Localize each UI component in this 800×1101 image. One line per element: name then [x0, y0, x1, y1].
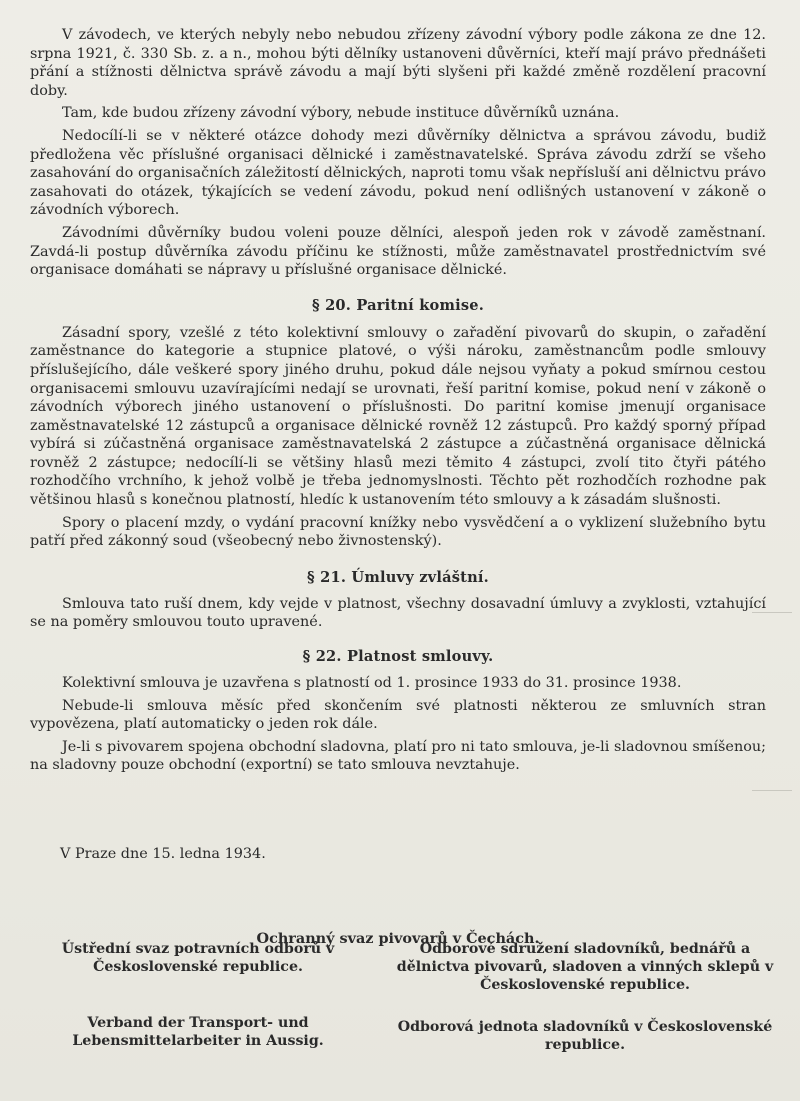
margin-mark	[752, 612, 792, 613]
signatories-grid	[24, 940, 776, 1054]
paragraph: Smlouva tato ruší dnem, kdy vejde v platnost, všechny dosavadní úmluvy a zvyklosti, vztahující se na poměry smlouvou touto upravené.	[30, 595, 766, 631]
paragraph: V závodech, ve kterých nebyly nebo nebudou zřízeny závodní výbory podle zákona ze dne 12. srpna 1921, č. 330 Sb. z. a n., mohou býti dělníky ustanoveni důvěrníci, kteří mají právo přednášeti přání a stížnosti dělnictva správě závodu a mají býti slyšeni při každé změně rozdělení pracovní doby.	[30, 27, 766, 99]
section-heading-21: § 21. Úmluvy zvláštní.	[307, 568, 489, 586]
signatory-left-bottom: Verband der Transport- und Lebensmittelarbeiter in Aussig.	[72, 1015, 324, 1049]
paragraph: Zásadní spory, vzešlé z této kolektivní smlouvy o zařadění pivovarů do skupin, o zařadění zaměstnance do kategorie a stupnice platové, o výši nároku, zaměstnancům podle smlouvy příslušejícího, dále veškeré spory jiného druhu, pokud dále nejsou vyňaty a pokud smírnou cestou organisacemi smlouvu uzavírajícími nedají se urovnati, řeší paritní komise, pokud není v zákoně o závodních výborech jiného ustanovení o příslušnosti. Do paritní komise jmenují organisace zaměstnavatelské 12 zástupců a organisace dělnické rovněž 12 zástupců. Pro každý sporný případ vybírá si zúčastněná organisace zaměstnavatelská 2 zástupce a zúčastněná organisace dělnická rovněž 2 zástupce; nedocílí-li se většiny hlasů mezi těmito 4 zástupci, zvolí tito čtyři pátého rozhodčího vrchního, k jehož volbě je třeba jednomyslnosti. Těchto pět rozhodčích rozhodne pak většinou hlasů s konečnou platností, hledíc k ustanovením této smlouvy a k zásadám slušnosti.	[30, 324, 766, 509]
paragraph: Kolektivní smlouva je uzavřena s platností od 1. prosince 1933 do 31. prosince 1938.	[62, 675, 682, 692]
signatory-right-top: Odborové sdružení sladovníků, bednářů a dělnictva pivovarů, sladoven a vinných sklepů v Československé republice.	[396, 941, 774, 993]
paragraph: Závodními důvěrníky budou voleni pouze dělníci, alespoň jeden rok v závodě zaměstnaní. Zavdá-li postup důvěrníka závodu příčinu ke stížnosti, může zaměstnavatel prostřednictvím své organisace domáhati se nápravy u příslušné organisace dělnické.	[30, 224, 766, 279]
signatory-left-top: Ústřední svaz potravních odborů v Československé republice.	[61, 941, 335, 975]
section-heading-22: § 22. Platnost smlouvy.	[302, 648, 494, 666]
section-heading-20: § 20. Paritní komise.	[311, 296, 485, 314]
paragraph: Spory o placení mzdy, o vydání pracovní knížky nebo vysvědčení a o vyklizení služebního bytu patří před zákonný soud (všeobecný nebo živnostenský).	[30, 514, 766, 550]
paragraph: Nedocílí-li se v některé otázce dohody mezi důvěrníky dělnictva a správou závodu, budiž předložena věc příslušné organisaci dělnické i zaměstnavatelské. Správa závodu zdrží se všeho zasahování do organisačních záležitostí dělnických, naproti tomu však nepřísluší ani dělnictvu právo zasahovati do otázek, týkajících se vedení závodu, pokud není odlišných ustanovení v zákoně o závodních výborech.	[30, 127, 766, 219]
intro-section	[30, 26, 766, 280]
margin-mark	[752, 790, 792, 791]
paragraph: Je-li s pivovarem spojena obchodní sladovna, platí pro ni tato smlouva, je-li sladovnou smíšenou; na sladovny pouze obchodní (exportní) se tato smlouva nevztahuje.	[30, 738, 766, 774]
signatory-right-bottom: Odborová jednota sladovníků v Československé republice.	[397, 1019, 773, 1053]
paragraph: Tam, kde budou zřízeny závodní výbory, nebude instituce důvěrníků uznána.	[62, 105, 620, 122]
paragraph: Nebude-li smlouva měsíc před skončením své platnosti některou ze smluvních stran vypovězena, platí automaticky o jeden rok dále.	[30, 697, 766, 733]
place-date: V Praze dne 15. ledna 1934.	[60, 846, 266, 862]
signatory-main: Ochranný svaz pivovarů v Čechách.	[256, 929, 540, 947]
